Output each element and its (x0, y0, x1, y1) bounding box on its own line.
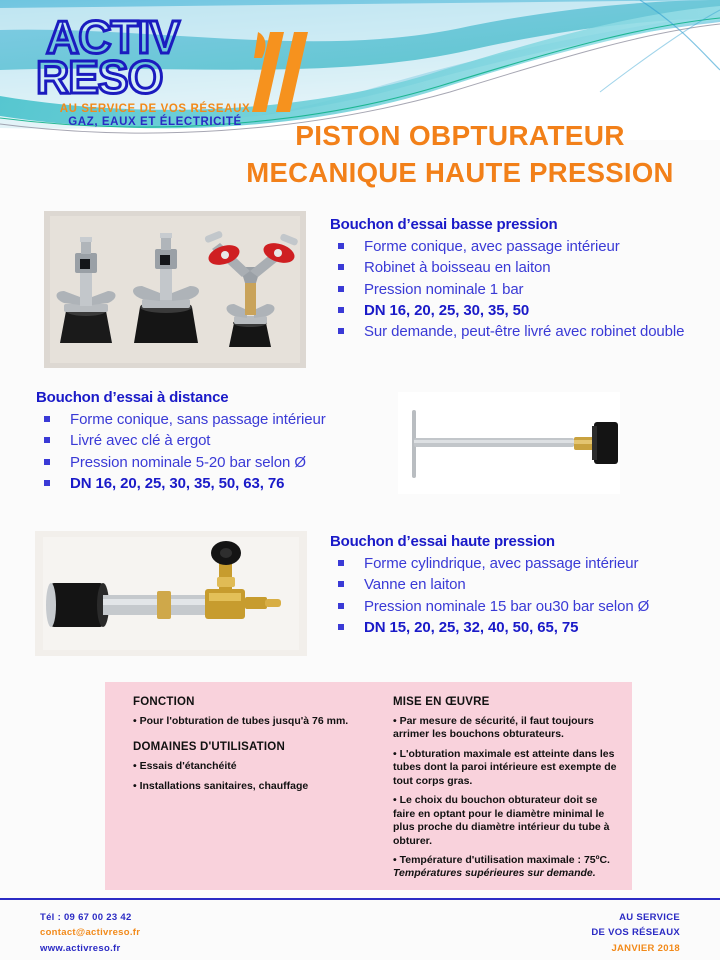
list-item-text: DN 16, 20, 25, 30, 35, 50 (364, 301, 530, 319)
list-item (330, 596, 718, 617)
list-item (330, 300, 715, 321)
list-item-text: Pression nominale 5-20 bar selon Ø (70, 453, 306, 471)
list-item-text: Pression nominale 15 bar ou30 bar selon Ø (364, 597, 650, 615)
list-item (330, 321, 715, 342)
info-text-choix-bouchon: • Le choix du bouchon obturateur doit se faire en optant pour le diamètre minimal le plus proche du diamètre intérieur du tube à obturer. (393, 794, 610, 847)
info-temperature-label: • Température d'utilisation maximale : (393, 853, 582, 866)
list-item-text: DN 16, 20, 25, 30, 35, 50, 63, 76 (70, 474, 285, 492)
list-item-text: Robinet à boisseau en laiton (364, 259, 551, 277)
logo-line-reso: RESO (36, 50, 163, 103)
section-bullet-list (330, 553, 718, 638)
page-title (210, 118, 710, 191)
footer-date: JANVIER 2018 (611, 942, 680, 954)
info-heading-domaines: DOMAINES D'UTILISATION (133, 741, 285, 754)
info-text-fonction: • Pour l'obturation de tubes jusqu'à 76 mm. (133, 715, 349, 727)
list-item-text: Forme conique, sans passage intérieur (70, 411, 326, 428)
bullet-square-icon (44, 480, 50, 486)
bullet-square-icon (338, 243, 344, 249)
product-photo-high-pressure-plug (35, 531, 307, 656)
bullet-square-icon (338, 307, 344, 313)
section-bullet-list (330, 236, 715, 342)
section-low-pressure (330, 216, 715, 342)
list-item (330, 236, 715, 257)
logo-tagline-domains: GAZ, EAUX ET ÉLECTRICITÉ (68, 116, 242, 129)
list-item (36, 409, 406, 430)
bullet-square-icon (44, 416, 50, 422)
info-temperature-value: 75ºC. (581, 853, 610, 866)
page-title-line2: MECANIQUE HAUTE PRESSION (246, 156, 674, 188)
list-item (330, 617, 718, 638)
list-item (36, 473, 406, 494)
footer-slogan-line1: AU SERVICE (619, 912, 680, 923)
info-box-column-left (133, 696, 363, 799)
bullet-square-icon (44, 459, 50, 465)
bullet-square-icon (338, 328, 344, 334)
product-photo-remote-plug (398, 392, 620, 494)
footer-contact (40, 910, 340, 956)
info-heading-fonction: FONCTION (133, 696, 195, 708)
list-item-text: Pression nominale 1 bar (364, 280, 524, 298)
footer-phone: Tél : 09 67 00 23 42 (40, 912, 132, 923)
product-photo-low-pressure-plugs (44, 211, 306, 368)
logo-slashes-icon (240, 32, 314, 112)
info-text-obturation: • L'obturation maximale est atteinte dans les tubes dont la paroi intérieure est exempte de tout corps gras. (393, 747, 617, 787)
list-item-text: Livré avec clé à ergot (70, 432, 211, 450)
list-item (330, 574, 718, 595)
list-item-text: Sur demande, peut-être livré avec robinet double (364, 323, 685, 341)
section-bullet-list (36, 409, 406, 494)
logo-line-activ: ACTIV (46, 11, 179, 63)
list-item (330, 553, 718, 574)
logo-tagline-services: AU SERVICE DE VOS RÉSEAUX (59, 103, 251, 116)
bullet-square-icon (338, 603, 344, 609)
info-box (105, 682, 632, 890)
page-title-line1: PISTON OBPTURATEUR (295, 120, 625, 151)
footer-slogan (420, 910, 680, 956)
list-item (36, 452, 406, 473)
footer-email[interactable]: contact@activreso.fr (40, 927, 141, 939)
info-box-column-right (393, 696, 621, 887)
section-heading: Bouchon d’essai basse pression (330, 216, 558, 233)
section-high-pressure (330, 533, 718, 638)
section-remote-plug (36, 389, 406, 494)
bullet-square-icon (338, 560, 344, 566)
bullet-square-icon (338, 286, 344, 292)
bullet-square-icon (338, 264, 344, 270)
list-item-text: Forme cylindrique, avec passage intérieur (364, 555, 639, 572)
section-heading: Bouchon d’essai haute pression (330, 533, 555, 550)
footer-slogan-line2: DE VOS RÉSEAUX (591, 927, 680, 939)
info-text-temperature (393, 854, 621, 881)
info-text-domaines-1: • Essais d'étanchéité (133, 760, 237, 773)
list-item (330, 279, 715, 300)
info-text-securite: • Par mesure de sécurité, il faut toujours arrimer les bouchons obturateurs. (393, 715, 594, 741)
info-text-domaines-2: • Installations sanitaires, chauffage (133, 779, 309, 792)
list-item-text: DN 15, 20, 25, 32, 40, 50, 65, 75 (364, 618, 579, 636)
info-temperature-note: Températures supérieures sur demande. (393, 867, 596, 880)
list-item (36, 430, 406, 451)
bullet-square-icon (44, 437, 50, 443)
bullet-square-icon (338, 624, 344, 630)
list-item (330, 257, 715, 278)
list-item-text: Vanne en laiton (364, 576, 466, 594)
info-heading-mise-en-oeuvre: MISE EN ŒUVRE (393, 696, 490, 708)
footer-website[interactable]: www.activreso.fr (40, 942, 121, 954)
footer-divider (0, 898, 720, 900)
list-item-text: Forme conique, avec passage intérieur (364, 238, 620, 255)
section-heading: Bouchon d’essai à distance (36, 389, 229, 406)
bullet-square-icon (338, 581, 344, 587)
